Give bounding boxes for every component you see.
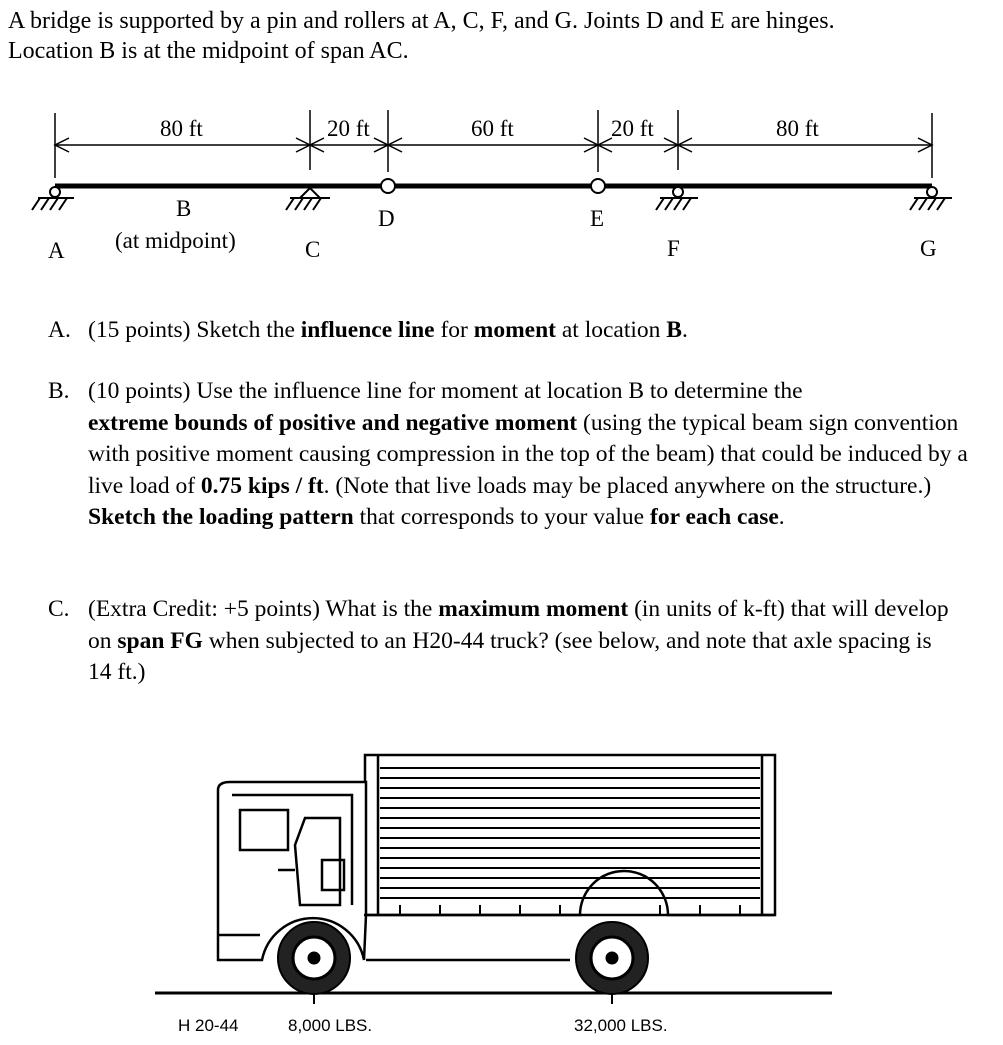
dim-label-fg: 80 ft: [776, 116, 819, 141]
question-b: [48, 376, 988, 568]
question-b-letter: B.: [48, 378, 70, 404]
question-c-letter: C.: [48, 596, 70, 622]
chassis-ticks: [400, 905, 740, 915]
dim-label-ef: 20 ft: [611, 116, 654, 141]
support-g-roller: [910, 187, 952, 210]
label-a: A: [48, 238, 65, 263]
hinge-d: [381, 179, 395, 193]
label-f: F: [667, 236, 680, 261]
problem-intro: [8, 6, 998, 66]
support-f-roller: [656, 187, 698, 210]
dim-label-ac: 80 ft: [160, 116, 203, 141]
question-a-text: (15 points) Sketch the influence line for moment at location B.: [88, 317, 688, 343]
label-d: D: [378, 206, 395, 231]
rear-axle-load: 32,000 LBS.: [574, 1016, 668, 1035]
h20-44-truck-drawing: [0, 740, 1003, 1020]
cargo-slats: [380, 768, 760, 898]
label-b: B: [176, 196, 192, 221]
truck-designation: H 20-44: [178, 1016, 239, 1035]
support-c-pin: [286, 188, 330, 210]
hinge-e: [591, 179, 605, 193]
label-b-note: (at midpoint): [115, 228, 236, 253]
label-e: E: [590, 206, 605, 231]
label-c: C: [305, 237, 321, 262]
dim-label-de: 60 ft: [471, 116, 514, 141]
question-c: [48, 594, 988, 690]
intro-line-2: Location B is at the midpoint of span AC.: [8, 38, 409, 64]
label-g: G: [920, 236, 937, 261]
question-b-text: (10 points) Use the influence line for moment at location B to determine the extreme bounds of positive and negative moment (using the typical beam sign convention with positive moment causing compression in the top of the beam) that could be induced by a live load of 0.75 kips / ft. (Note that live loads may be placed anywhere on the structure.) Sketch the loading pattern that corresponds to your value for each case.: [88, 378, 968, 530]
support-a-roller: [32, 187, 74, 210]
intro-line-1: A bridge is supported by a pin and rollers at A, C, F, and G. Joints D and E are hinges.: [8, 8, 835, 34]
dim-label-cd: 20 ft: [327, 116, 370, 141]
question-a: [48, 315, 988, 347]
question-c-text: (Extra Credit: +5 points) What is the maximum moment (in units of k-ft) that will develop on span FG when subjected to an H20-44 truck? (see below, and note that axle spacing is 14 ft.): [88, 596, 949, 685]
front-axle-load: 8,000 LBS.: [288, 1016, 373, 1035]
question-a-letter: A.: [48, 317, 71, 343]
